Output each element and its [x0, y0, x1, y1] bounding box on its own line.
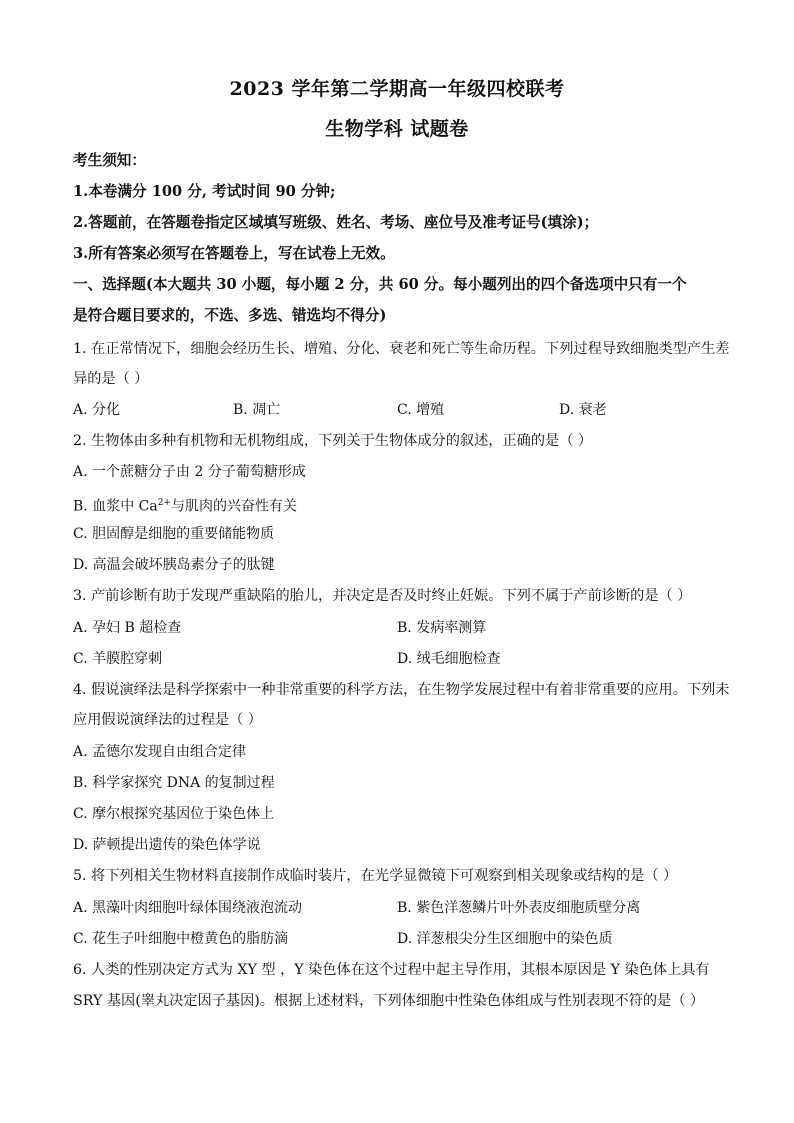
q3-option-c: C. 羊膜腔穿刺 — [73, 651, 163, 667]
q2-option-c: C. 胆固醇是细胞的重要储能物质 — [73, 526, 275, 542]
q3-option-a: A. 孕妇 B 超检查 — [73, 620, 182, 636]
question-1-stem-cont: 异的是（ ） — [73, 371, 149, 387]
question-4-stem-cont: 应用假说演绎法的过程是（ ） — [73, 712, 262, 728]
q2-option-a: A. 一个蔗糖分子由 2 分子葡萄糖形成 — [73, 464, 306, 480]
q5-option-c: C. 花生子叶细胞中橙黄色的脂肪滴 — [73, 931, 289, 947]
q1-option-a: A. 分化 — [73, 402, 121, 418]
q5-option-b: B. 紫色洋葱鳞片叶外表皮细胞质壁分离 — [397, 900, 641, 916]
question-6-stem-cont: SRY 基因(睾丸决定因子基因)。根据上述材料，下列体细胞中性染色体组成与性别表现不符的是（ ） — [73, 993, 705, 1009]
q5-option-d: D. 洋葱根尖分生区细胞中的染色质 — [397, 931, 613, 947]
q4-option-c: C. 摩尔根探究基因位于染色体上 — [73, 806, 275, 822]
question-6-stem: 6. 人类的性别决定方式为 XY 型 ，Y 染色体在这个过程中起主导作用，其根本原因是 Y 染色体上具有 — [73, 962, 710, 978]
section-heading-cont: 是符合题目要求的，不选、多选、错选均不得分) — [73, 307, 387, 324]
notice-item: 2.答题前，在答题卷指定区域填写班级、姓名、考场、座位号及准考证号(填涂)； — [73, 214, 599, 231]
q1-option-b: B. 凋亡 — [233, 402, 281, 418]
q4-option-a: A. 孟德尔发现自由组合定律 — [73, 744, 247, 760]
q4-option-b: B. 科学家探究 DNA 的复制过程 — [73, 775, 275, 791]
section-heading: 一、选择题(本大题共 30 小题，每小题 2 分，共 60 分。每小题列出的四个备选项中只有一个 — [73, 276, 687, 293]
q4-option-d: D. 萨顿提出遗传的染色体学说 — [73, 837, 261, 853]
ion-charge: 2+ — [157, 498, 171, 508]
question-4-stem: 4. 假说演绎法是科学探索中一种非常重要的科学方法，在生物学发展过程中有着非常重要的应用。下列未 — [73, 682, 730, 698]
q2-option-b-rest: 与肌肉的兴奋性有关 — [170, 498, 297, 515]
q1-option-c: C. 增殖 — [397, 402, 445, 418]
q1-option-d: D. 衰老 — [559, 402, 607, 418]
q2-option-b-label: B. 血浆中 Ca — [73, 498, 158, 515]
notice-item: 3.所有答案必须写在答题卷上，写在试卷上无效。 — [73, 245, 395, 262]
q2-option-d: D. 高温会破坏胰岛素分子的肽键 — [73, 557, 275, 573]
question-1-stem: 1. 在正常情况下，细胞会经历生长、增殖、分化、衰老和死亡等生命历程。下列过程导致细胞类型产生差 — [73, 341, 730, 357]
notice-heading: 考生须知： — [73, 152, 146, 169]
question-2-stem: 2. 生物体由多种有机物和无机物组成，下列关于生物体成分的叙述，正确的是（ ） — [73, 433, 593, 449]
page-subtitle: 生物学科 试题卷 — [325, 118, 469, 140]
q3-option-b: B. 发病率测算 — [397, 620, 487, 636]
notice-item: 1.本卷满分 100 分, 考试时间 90 分钟; — [73, 183, 336, 200]
question-5-stem: 5. 将下列相关生物材料直接制作成临时装片，在光学显微镜下可观察到相关现象或结构的是（ ） — [73, 868, 678, 884]
question-3-stem: 3. 产前诊断有助于发现严重缺陷的胎儿，并决定是否及时终止妊娠。下列不属于产前诊断的是（ ） — [73, 588, 692, 604]
q3-option-d: D. 绒毛细胞检查 — [397, 651, 501, 667]
page-title: 2023 学年第二学期高一年级四校联考 — [229, 78, 565, 100]
q2-option-b — [73, 493, 297, 517]
q5-option-a: A. 黑藻叶肉细胞叶绿体围绕液泡流动 — [73, 900, 303, 916]
